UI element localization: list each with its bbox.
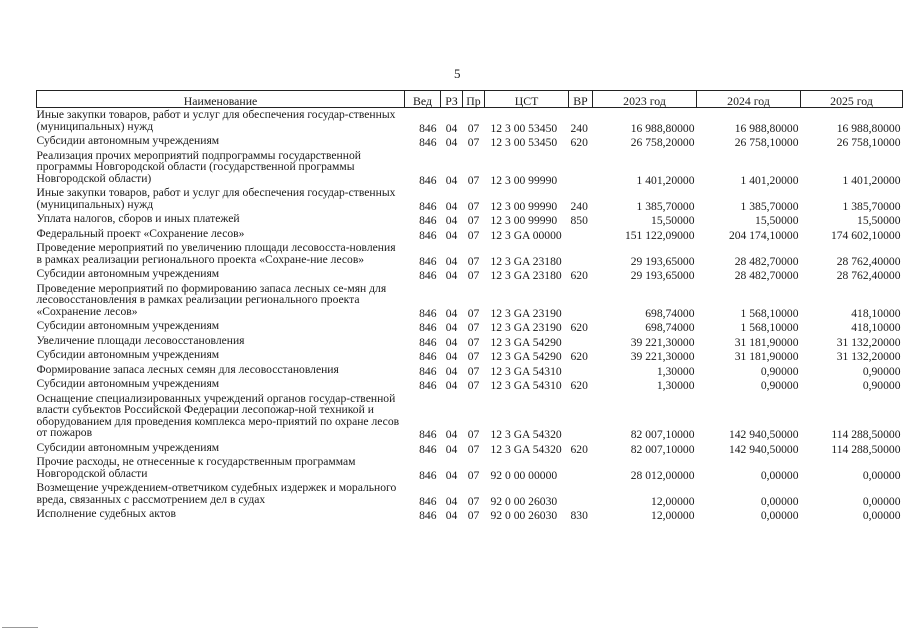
row-vr: 620 [570,379,588,392]
table-row [37,363,903,378]
table-row [37,149,903,187]
row-pr: 07 [467,306,480,320]
row-value-2024: 31 181,90000 [734,350,799,363]
row-rz: 04 [445,494,458,508]
row-vr [569,149,593,187]
row-value-2024: 16 988,80000 [734,121,799,135]
row-pr: 07 [467,468,480,482]
table-row [37,241,903,267]
row-rz: 04 [445,321,458,334]
row-cst: 12 3 00 99990 [490,173,558,187]
col-header-vr: ВР [569,91,593,108]
row-ved: 846 [419,228,437,242]
table-row [37,392,903,441]
row-name: Возмещение учреждением-ответчиком судебных издержек и морального вреда, связанных с рассмотрением дел в судах [36,481,397,506]
row-value-2023: 26 758,20000 [630,136,695,149]
row-pr: 07 [467,136,480,149]
row-cst: 12 3 GA 54320 [490,442,562,456]
row-value-2023: 12,00000 [651,494,695,508]
row-ved: 846 [419,494,437,508]
row-cst: 92 0 00 26030 [490,494,558,508]
table-row [37,186,903,212]
row-ved: 846 [419,335,437,349]
row-value-2024: 28 482,70000 [734,269,799,282]
row-vr: 240 [570,199,588,213]
row-value-2025: 1 401,20000 [842,173,901,187]
row-value-2023: 1 385,70000 [636,199,695,213]
table-row [37,455,903,481]
row-value-2025: 26 758,10000 [836,136,901,149]
row-vr: 620 [570,350,588,363]
row-pr: 07 [467,199,480,213]
row-vr: 830 [570,509,588,522]
table-row [37,441,903,456]
row-rz: 04 [445,428,458,441]
row-ved: 846 [419,442,437,456]
row-cst: 12 3 GA 23190 [490,306,562,320]
row-ved: 846 [419,509,437,522]
row-pr: 07 [467,350,480,363]
row-value-2024: 142 940,50000 [728,442,799,456]
row-value-2025: 28 762,40000 [836,254,901,268]
row-value-2023: 698,74000 [645,321,695,334]
row-value-2024: 15,50000 [755,214,799,227]
row-ved: 846 [419,214,437,227]
row-name: Прочие расходы, не отнесенные к государственным программам Новгородской области [36,455,356,480]
row-vr [569,282,593,320]
row-name: Субсидии автономным учреждениям [36,319,220,332]
row-value-2025: 28 762,40000 [836,269,901,282]
row-cst: 92 0 00 26030 [490,509,558,522]
table-row [37,282,903,320]
row-vr [569,334,593,349]
row-value-2023: 39 221,30000 [630,350,695,363]
row-value-2024: 204 174,10000 [728,228,799,242]
row-value-2024: 0,90000 [760,364,799,378]
row-value-2024: 31 181,90000 [734,335,799,349]
row-ved: 846 [419,364,437,378]
row-value-2025: 0,90000 [862,364,901,378]
row-value-2023: 151 122,09000 [624,228,695,242]
table-row [37,481,903,507]
footer-rule [2,627,38,628]
row-cst: 12 3 GA 00000 [490,228,562,242]
row-pr: 07 [467,494,480,508]
table-body [37,108,903,522]
row-rz: 04 [445,379,458,392]
row-ved: 846 [419,428,437,441]
row-rz: 04 [445,136,458,149]
row-pr: 07 [467,254,480,268]
row-value-2025: 15,50000 [857,214,901,227]
row-value-2023: 12,00000 [651,509,695,522]
col-header-cst: ЦСТ [485,91,569,108]
row-pr: 07 [467,269,480,282]
row-value-2025: 0,00000 [862,509,901,522]
row-ved: 846 [419,199,437,213]
row-name: Субсидии автономным учреждениям [36,440,220,454]
row-pr: 07 [467,228,480,242]
table-row [37,334,903,349]
row-value-2025: 114 288,50000 [831,442,901,456]
row-ved: 846 [419,306,437,320]
row-value-2023: 82 007,10000 [630,442,695,456]
row-value-2023: 82 007,10000 [630,428,695,441]
row-value-2025: 0,00000 [862,494,901,508]
row-name: Проведение мероприятий по увеличению площади лесовосста-новления в рамках реализации регионального проекта «Сохране-ние лесов» [36,241,396,266]
row-value-2023: 1 401,20000 [636,173,695,187]
col-header-2024: 2024 год [697,91,801,108]
table-row [37,212,903,227]
row-name: Увеличение площади лесовосстановления [36,333,245,347]
row-value-2025: 418,10000 [851,321,901,334]
row-ved: 846 [419,350,437,363]
row-rz: 04 [445,214,458,227]
row-rz: 04 [445,173,458,187]
row-value-2024: 26 758,10000 [734,136,799,149]
row-value-2025: 174 602,10000 [830,228,901,242]
row-name: Субсидии автономным учреждениям [36,267,220,280]
row-value-2023: 15,50000 [651,214,695,227]
row-vr [569,241,593,267]
row-value-2023: 1,30000 [656,379,695,392]
row-vr: 620 [570,442,588,456]
row-vr [569,363,593,378]
row-ved: 846 [419,321,437,334]
row-name: Проведение мероприятий по формированию запаса лесных се-мян для лесовосстановления в рамках реализации регионального проекта «Сохранение лесов» [36,281,387,318]
table-row [37,507,903,522]
row-value-2024: 1 568,10000 [740,306,799,320]
row-name: Реализация прочих мероприятий подпрограммы государственной программы Новгородской области (государственной программы Новгородской области) [36,148,361,185]
table-row [37,319,903,334]
col-header-name: Наименование [37,91,405,108]
row-value-2025: 0,90000 [862,379,901,392]
row-value-2023: 1,30000 [656,364,695,378]
row-vr [569,455,593,481]
table-row [37,267,903,282]
table-row [37,377,903,392]
row-vr: 850 [570,214,588,227]
col-header-2025: 2025 год [801,91,903,108]
row-value-2024: 28 482,70000 [734,254,799,268]
row-value-2024: 0,90000 [760,379,799,392]
row-vr: 620 [570,136,588,149]
row-pr: 07 [467,379,480,392]
row-rz: 04 [445,364,458,378]
row-name: Иные закупки товаров, работ и услуг для обеспечения государ-ственных (муниципальных) нужд [36,108,396,133]
col-header-ved: Вед [405,91,441,108]
row-cst: 92 0 00 00000 [490,468,558,482]
row-name: Субсидии автономным учреждениям [36,377,220,390]
row-value-2024: 0,00000 [760,509,799,522]
row-cst: 12 3 GA 54290 [490,350,562,363]
row-value-2025: 31 132,20000 [836,350,901,363]
row-ved: 846 [419,379,437,392]
row-cst: 12 3 GA 54320 [490,428,562,441]
row-value-2025: 418,10000 [851,306,901,320]
row-vr: 240 [570,121,588,135]
row-rz: 04 [445,509,458,522]
row-ved: 846 [419,121,437,135]
row-rz: 04 [445,335,458,349]
row-name: Формирование запаса лесных семян для лесовосстановления [36,362,339,376]
row-value-2023: 39 221,30000 [630,335,695,349]
row-value-2025: 1 385,70000 [842,199,901,213]
row-ved: 846 [419,269,437,282]
row-cst: 12 3 00 99990 [490,199,558,213]
row-ved: 846 [419,468,437,482]
row-rz: 04 [445,121,458,135]
row-ved: 846 [419,136,437,149]
row-name: Уплата налогов, сборов и иных платежей [36,212,240,225]
row-value-2023: 16 988,80000 [630,121,695,135]
row-rz: 04 [445,350,458,363]
row-vr [569,392,593,441]
row-cst: 12 3 00 53450 [490,121,558,135]
row-value-2024: 0,00000 [760,494,799,508]
row-pr: 07 [467,335,480,349]
row-ved: 846 [419,173,437,187]
row-value-2025: 114 288,50000 [831,428,901,441]
row-cst: 12 3 GA 23180 [490,254,562,268]
row-pr: 07 [467,173,480,187]
row-pr: 07 [467,214,480,227]
row-value-2024: 1 385,70000 [740,199,799,213]
row-value-2025: 0,00000 [862,468,901,482]
row-value-2025: 31 132,20000 [836,335,901,349]
row-pr: 07 [467,364,480,378]
row-value-2023: 29 193,65000 [630,269,695,282]
row-pr: 07 [467,121,480,135]
row-rz: 04 [445,254,458,268]
table-row [37,227,903,242]
row-vr [569,227,593,242]
row-rz: 04 [445,269,458,282]
row-name: Исполнение судебных актов [36,507,176,520]
row-value-2025: 16 988,80000 [836,121,901,135]
row-rz: 04 [445,306,458,320]
page-number: 5 [454,66,461,81]
table-row [37,108,903,135]
row-cst: 12 3 00 53450 [490,136,558,149]
col-header-rz: РЗ [441,91,463,108]
row-cst: 12 3 GA 54310 [490,364,562,378]
row-value-2024: 0,00000 [760,468,799,482]
row-pr: 07 [467,321,480,334]
row-ved: 846 [419,254,437,268]
col-header-pr: Пр [463,91,485,108]
row-value-2024: 1 401,20000 [740,173,799,187]
header-row [37,91,903,108]
row-pr: 07 [467,442,480,456]
row-name: Федеральный проект «Сохранение лесов» [36,226,245,240]
row-value-2023: 28 012,00000 [630,468,695,482]
row-cst: 12 3 GA 54290 [490,335,562,349]
row-cst: 12 3 GA 54310 [490,379,562,392]
row-value-2024: 1 568,10000 [740,321,799,334]
row-value-2023: 698,74000 [645,306,695,320]
row-name: Субсидии автономным учреждениям [36,348,220,361]
row-rz: 04 [445,199,458,213]
row-rz: 04 [445,228,458,242]
table-row [37,134,903,149]
row-cst: 12 3 00 99990 [490,214,558,227]
row-cst: 12 3 GA 23180 [490,269,562,282]
row-pr: 07 [467,428,480,441]
row-vr [569,481,593,507]
row-value-2024: 142 940,50000 [728,428,799,441]
row-rz: 04 [445,468,458,482]
row-rz: 04 [445,442,458,456]
row-cst: 12 3 GA 23190 [490,321,562,334]
col-header-2023: 2023 год [593,91,697,108]
row-name: Оснащение специализированных учреждений органов государ-ственной власти субъектов Российской Федерации лесопожар-ной техникой и оборудованием для проведения комплекса меро-приятий по охране лесов от пожаров [36,391,400,439]
row-pr: 07 [467,509,480,522]
budget-table [36,90,903,522]
row-value-2023: 29 193,65000 [630,254,695,268]
row-vr: 620 [570,321,588,334]
row-name: Иные закупки товаров, работ и услуг для обеспечения государ-ственных (муниципальных) нужд [36,186,396,211]
row-vr: 620 [570,269,588,282]
table-row [37,348,903,363]
row-name: Субсидии автономным учреждениям [36,134,220,147]
